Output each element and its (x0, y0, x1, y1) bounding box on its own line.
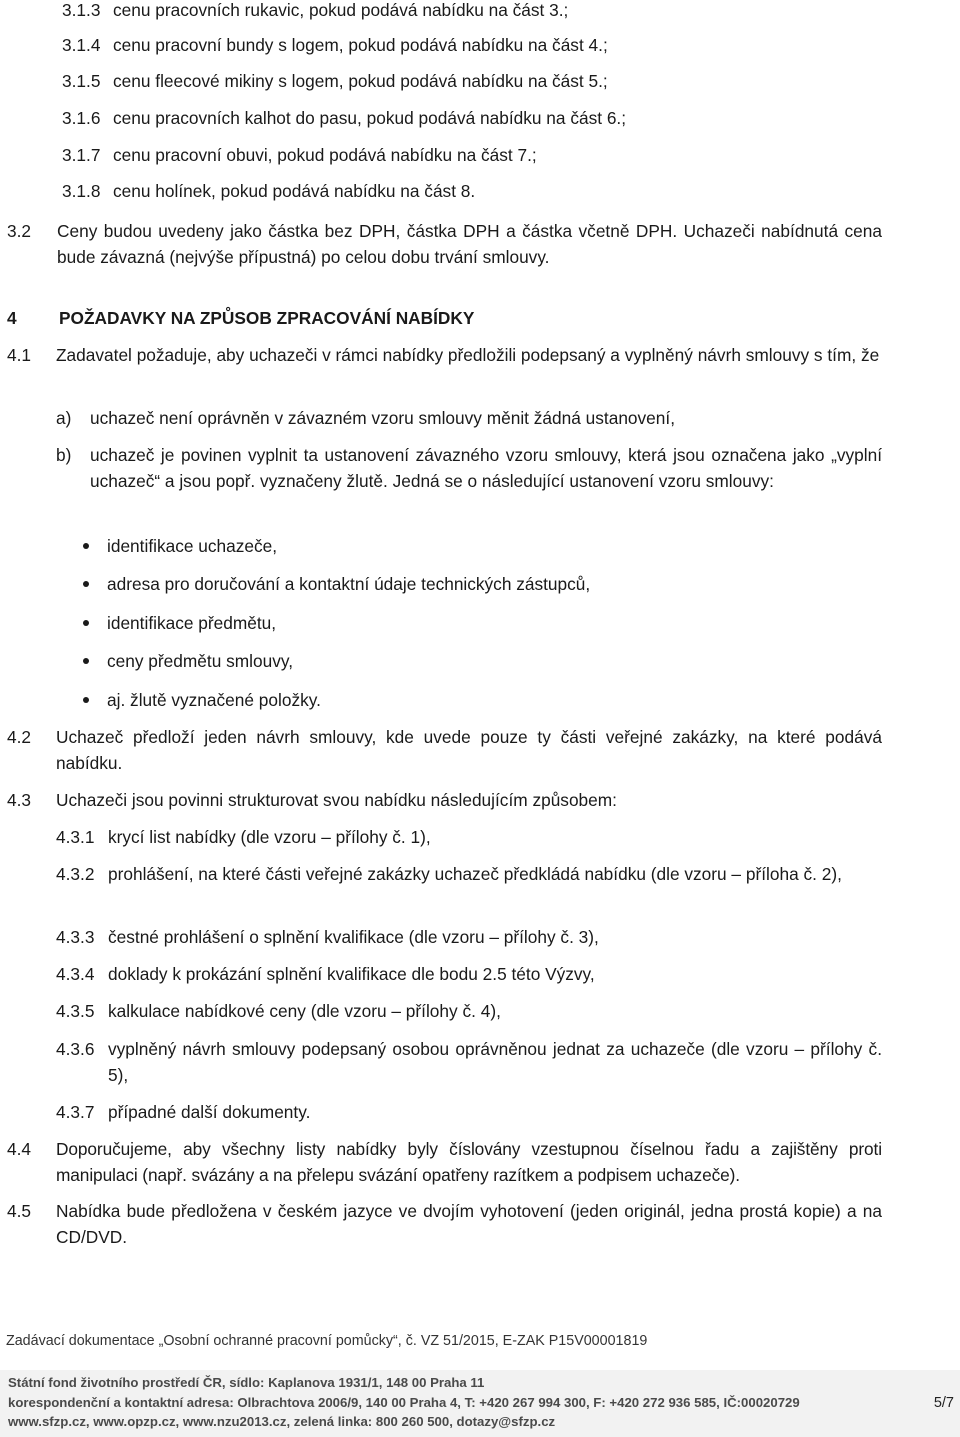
item-number: 3.1.7 (62, 145, 101, 165)
item-number: 3.1.8 (62, 181, 101, 201)
heading-number: 4 (7, 308, 17, 328)
item-letter: b) (56, 445, 72, 465)
list-item (0, 142, 960, 168)
item-text: cenu pracovní obuvi, pokud podává nabídku na část 7.; (113, 145, 537, 165)
item-text: uchazeč není oprávněn v závazném vzoru smlouvy měnit žádná ustanovení, (90, 408, 676, 428)
section-heading (7, 305, 907, 331)
bullet-text: adresa pro doručování a kontaktní údaje technických zástupců, (107, 574, 591, 594)
page-number: 5/7 (933, 1395, 954, 1411)
section-number: 3.2 (7, 221, 32, 241)
item-text: cenu pracovních kalhot do pasu, pokud podává nabídku na část 6.; (113, 108, 627, 128)
list-item (0, 32, 960, 58)
item-number: 4.3.3 (56, 927, 95, 947)
item-text: vyplněný návrh smlouvy podepsaný osobou oprávněnou jednat za uchazeče (dle vzoru – přílohy č. 5), (108, 1039, 882, 1085)
section-text: Uchazeči jsou povinni strukturovat svou nabídku následujícím způsobem: (56, 790, 617, 810)
item-text: krycí list nabídky (dle vzoru – přílohy č. 1), (108, 827, 431, 847)
item-number: 3.1.4 (62, 35, 101, 55)
list-item (0, 105, 960, 131)
section-number: 4.3 (7, 790, 32, 810)
item-text: kalkulace nabídkové ceny (dle vzoru – přílohy č. 4), (108, 1001, 501, 1021)
bullet-text: identifikace předmětu, (107, 613, 277, 633)
section-number: 4.2 (7, 727, 32, 747)
bullet-icon (83, 620, 89, 626)
item-text: cenu holínek, pokud podává nabídku na část 8. (113, 181, 476, 201)
item-letter: a) (56, 408, 72, 428)
item-number: 3.1.5 (62, 71, 101, 91)
section-text: Nabídka bude předložena v českém jazyce ve dvojím vyhotovení (jeden originál, jedna prostá kopie) a na CD/DVD. (56, 1201, 882, 1247)
footer-contact-band (0, 1370, 960, 1437)
bullet-text: ceny předmětu smlouvy, (107, 651, 294, 671)
bullet-icon (83, 543, 89, 549)
section-number: 4.5 (7, 1201, 32, 1221)
item-text: případné další dokumenty. (108, 1102, 311, 1122)
item-number: 4.3.7 (56, 1102, 95, 1122)
list-item (0, 0, 960, 23)
list-item (0, 178, 960, 204)
footer-organization: Státní fond životního prostředí ČR, sídlo: Kaplanova 1931/1, 148 00 Praha 11 (8, 1375, 485, 1390)
item-number: 3.1.3 (62, 0, 101, 20)
item-number: 4.3.2 (56, 864, 95, 884)
footer-contact-address: korespondenční a kontaktní adresa: Olbrachtova 2006/9, 140 00 Praha 4, T: +420 267 994 300, F: +420 272 936 585, IČ:00020729 (8, 1395, 800, 1410)
item-text: prohlášení, na které části veřejné zakázky uchazeč předkládá nabídku (dle vzoru – příloha č. 2), (108, 864, 842, 884)
heading-text: POŽADAVKY NA ZPŮSOB ZPRACOVÁNÍ NABÍDKY (59, 308, 475, 328)
footer-document-reference: Zadávací dokumentace „Osobní ochranné pracovní pomůcky“, č. VZ 51/2015, E-ZAK P15V00001819 (6, 1333, 648, 1349)
section-text: Ceny budou uvedeny jako částka bez DPH, částka DPH a částka včetně DPH. Uchazeči nabídnutá cena bude závazná (nejvýše přípustná) po celou dobu trvání smlouvy. (57, 221, 882, 267)
bullet-icon (83, 658, 89, 664)
item-text: cenu fleecové mikiny s logem, pokud podává nabídku na část 5.; (113, 71, 608, 91)
item-text: cenu pracovních rukavic, pokud podává nabídku na část 3.; (113, 0, 569, 20)
item-number: 4.3.1 (56, 827, 95, 847)
item-text: čestné prohlášení o splnění kvalifikace (dle vzoru – přílohy č. 3), (108, 927, 599, 947)
section-text: Doporučujeme, aby všechny listy nabídky byly číslovány vzestupnou číselnou řadu a zajištěny proti manipulaci (např. svázány a na přelepu svázání opatřeny razítkem a podpisem uchazeče). (56, 1139, 882, 1185)
section-number: 4.4 (7, 1139, 32, 1159)
item-text: uchazeč je povinen vyplnit ta ustanovení závazného vzoru smlouvy, která jsou označena jako „vyplní uchazeč“ a jsou popř. vyznačeny žlutě. Jedná se o následující ustanovení vzoru smlouvy: (90, 445, 882, 491)
bullet-text: identifikace uchazeče, (107, 536, 278, 556)
item-text: doklady k prokázání splnění kvalifikace dle bodu 2.5 této Výzvy, (108, 964, 595, 984)
item-number: 4.3.6 (56, 1039, 95, 1059)
bullet-text: aj. žlutě vyznačené položky. (107, 690, 321, 710)
bullet-icon (83, 697, 89, 703)
item-text: cenu pracovní bundy s logem, pokud podává nabídku na část 4.; (113, 35, 608, 55)
bullet-icon (83, 581, 89, 587)
item-number: 4.3.4 (56, 964, 95, 984)
section-text: Zadavatel požaduje, aby uchazeči v rámci nabídky předložili podepsaný a vyplněný návrh smlouvy s tím, že (56, 345, 880, 365)
item-number: 3.1.6 (62, 108, 101, 128)
item-number: 4.3.5 (56, 1001, 95, 1021)
footer-web-links: www.sfzp.cz, www.opzp.cz, www.nzu2013.cz, zelená linka: 800 260 500, dotazy@sfzp.cz (8, 1414, 556, 1429)
section-text: Uchazeč předloží jeden návrh smlouvy, kde uvede pouze ty části veřejné zakázky, na které podává nabídku. (56, 727, 882, 773)
section-number: 4.1 (7, 345, 32, 365)
list-item (0, 68, 960, 94)
